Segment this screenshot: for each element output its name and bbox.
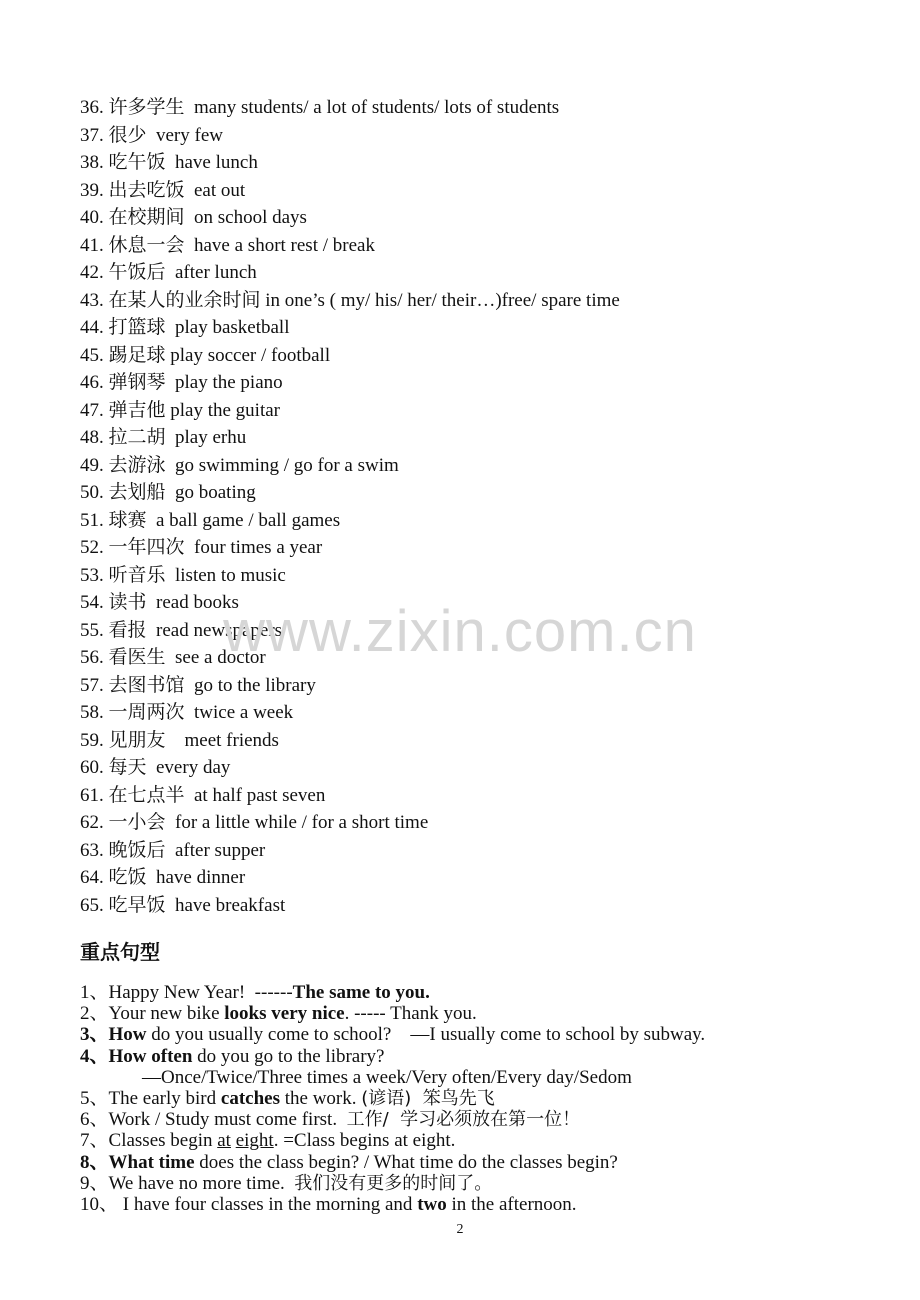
- sentence-item: [80, 1152, 705, 1173]
- vocab-item: 57. 去图书馆 go to the library: [80, 674, 316, 696]
- vocab-item: 61. 在七点半 at half past seven: [80, 784, 326, 806]
- sentence-text: The early bird: [108, 1087, 221, 1109]
- sentence-emphasis: catches: [220, 1087, 280, 1109]
- sentence-number: 5、: [80, 1087, 109, 1109]
- sentence-translation: (谚语) 笨鸟先飞: [361, 1087, 495, 1109]
- sentence-number: 3、: [80, 1024, 109, 1046]
- vocab-item: 62. 一小会 for a little while / for a short time: [80, 812, 429, 833]
- vocab-item: 51. 球赛 a ball game / ball games: [80, 509, 341, 531]
- sentence-translation: 工作/ 学习必须放在第一位！: [346, 1109, 581, 1131]
- sentence-number: 4、: [80, 1045, 109, 1067]
- page-number: 2: [456, 1222, 464, 1237]
- sentence-number: 7、: [80, 1130, 109, 1152]
- vocab-item: 40. 在校期间 on school days: [80, 207, 307, 228]
- vocab-item: 56. 看医生 see a doctor: [80, 647, 266, 668]
- sentence-text: do you usually come to school? —I usually come to school by subway.: [146, 1024, 706, 1046]
- vocab-item: 37. 很少 very few: [80, 124, 223, 146]
- sentence-text: the work.: [279, 1087, 362, 1109]
- vocab-item: 47. 弹吉他 play the guitar: [80, 399, 280, 421]
- sentence-text: I have four classes in the morning and: [118, 1193, 418, 1215]
- underlined-word: eight: [235, 1130, 274, 1152]
- sentence-number: 2、: [80, 1003, 109, 1025]
- section-heading: 重点句型: [80, 940, 160, 964]
- sentence-text: . ----- Thank you.: [344, 1003, 477, 1025]
- sentence-emphasis: looks very nice: [224, 1003, 345, 1025]
- sentence-text: Classes begin: [108, 1130, 218, 1152]
- watermark: www.zixin.com.cn: [223, 599, 697, 664]
- vocab-item: 44. 打篮球 play basketball: [80, 317, 290, 338]
- vocab-item: 54. 读书 read books: [80, 592, 239, 613]
- vocab-item: 43. 在某人的业余时间 in one’s ( my/ his/ her/ their…)free/ spare time: [80, 289, 620, 311]
- sentence-item: [80, 1130, 705, 1151]
- vocab-item: 53. 听音乐 listen to music: [80, 564, 286, 586]
- sentence-emphasis: What time: [108, 1151, 195, 1173]
- vocab-item: 45. 踢足球 play soccer / football: [80, 344, 331, 366]
- sentence-emphasis: How: [108, 1024, 147, 1046]
- vocab-item: 41. 休息一会 have a short rest / break: [80, 234, 375, 256]
- vocab-item: 58. 一周两次 twice a week: [80, 702, 294, 723]
- sentence-item: [80, 1088, 705, 1109]
- sentence-item: [80, 1003, 705, 1024]
- vocabulary-list: [80, 94, 620, 919]
- vocab-item: 48. 拉二胡 play erhu: [80, 427, 247, 448]
- vocab-item: 39. 出去吃饭 eat out: [80, 179, 246, 201]
- sentence-number: 9、: [80, 1172, 109, 1194]
- vocab-item: 42. 午饭后 after lunch: [80, 262, 257, 283]
- vocab-item: 64. 吃饭 have dinner: [80, 867, 246, 888]
- sentence-text: in the afternoon.: [446, 1193, 577, 1215]
- vocab-item: 60. 每天 every day: [80, 757, 231, 778]
- sentence-number: 10、: [80, 1193, 119, 1215]
- vocab-item: 49. 去游泳 go swimming / go for a swim: [80, 454, 399, 476]
- vocab-item: 38. 吃午饭 have lunch: [80, 152, 258, 173]
- underlined-word: at: [217, 1130, 231, 1152]
- vocab-item: 55. 看报 read newspapers: [80, 619, 283, 641]
- sentence-item: [80, 1024, 705, 1045]
- sentence-text: Work / Study must come first.: [108, 1109, 347, 1131]
- vocab-item: 63. 晚饭后 after supper: [80, 839, 266, 861]
- sentence-text: We have no more time.: [108, 1172, 295, 1194]
- sentence-item: [80, 1173, 705, 1194]
- vocab-item: 65. 吃早饭 have breakfast: [80, 894, 286, 916]
- sentence-text: . =Class begins at eight.: [273, 1130, 456, 1152]
- sentence-emphasis: The same to you.: [292, 982, 430, 1003]
- sentence-answer: —Once/Twice/Three times a week/Very often/Every day/Sedom: [142, 1066, 632, 1088]
- vocab-item: 59. 见朋友 meet friends: [80, 729, 279, 751]
- sentence-text: Your new bike: [108, 1003, 225, 1025]
- sentence-translation: 我们没有更多的时间了。: [294, 1172, 493, 1194]
- sentence-emphasis: two: [417, 1193, 447, 1215]
- vocab-item: 50. 去划船 go boating: [80, 482, 256, 503]
- sentence-text: Happy New Year! ------: [108, 982, 293, 1003]
- sentence-number: 6、: [80, 1109, 109, 1131]
- vocab-item: 36. 许多学生 many students/ a lot of students/ lots of students: [80, 97, 560, 118]
- key-sentences-list: [80, 982, 705, 1215]
- sentence-text: does the class begin? / What time do the classes begin?: [194, 1151, 618, 1173]
- sentence-text: do you go to the library?: [192, 1045, 385, 1067]
- sentence-number: 1、: [80, 982, 109, 1003]
- sentence-item: [80, 982, 705, 1003]
- sentence-item: [80, 1109, 705, 1130]
- sentence-item: [80, 1194, 705, 1215]
- vocab-item: 52. 一年四次 four times a year: [80, 537, 323, 558]
- sentence-item: [80, 1046, 705, 1067]
- vocab-item: 46. 弹钢琴 play the piano: [80, 372, 283, 393]
- sentence-number: 8、: [80, 1151, 109, 1173]
- sentence-emphasis: How often: [108, 1045, 193, 1067]
